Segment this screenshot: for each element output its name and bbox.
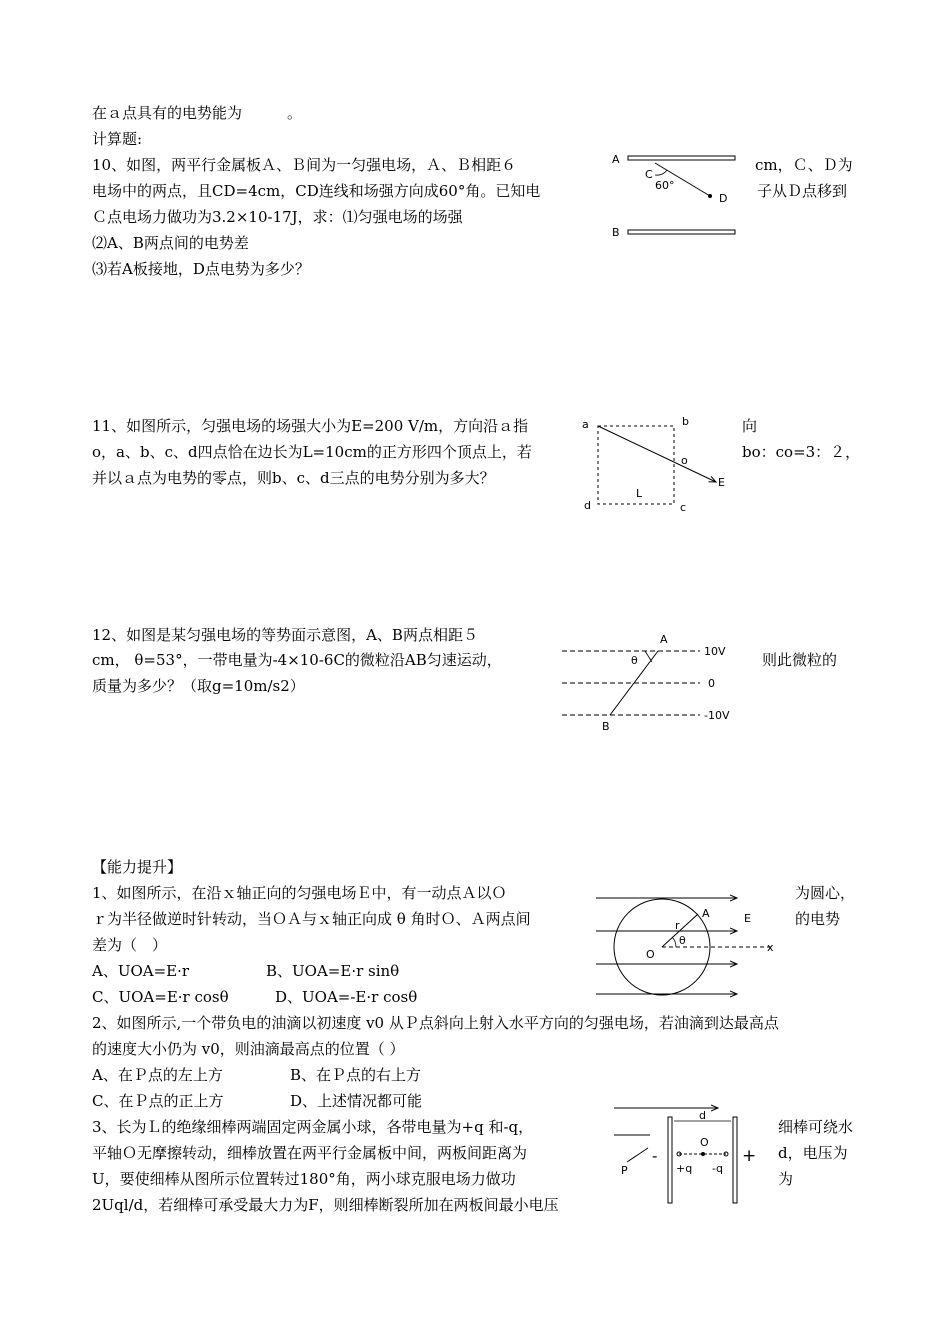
a1-line2: ｒ为半径做逆时针转动，当ＯＡ与ｘ轴正向成 θ 角时Ｏ、Ａ两点间 <box>92 910 531 928</box>
a2-option-d: D、上述情况都可能 <box>290 1092 423 1110</box>
label-o: o <box>681 454 688 467</box>
a3-line2: 平轴Ｏ无摩擦转动，细棒放置在两平行金属板中间，两板间距离为 <box>92 1144 528 1162</box>
q11-line3: 并以ａ点为电势的零点，则b、c、d三点的电势分别为多大？ <box>92 469 495 487</box>
pivot-o <box>701 1152 705 1156</box>
q12-line2-right: 则此微粒的 <box>762 651 838 669</box>
q10-line2-right: 子从Ｄ点移到 <box>757 182 848 200</box>
label-a: A <box>702 907 710 920</box>
q10-line4: ⑵A、B两点间的电势差 <box>92 234 249 252</box>
a1-line2-right: 的电势 <box>795 910 841 928</box>
label-a: A <box>612 153 620 166</box>
a3-line1: 3、长为Ｌ的绝缘细棒两端固定两金属小球，各带电量为+q 和-q， <box>92 1118 534 1136</box>
label-c: c <box>680 501 687 514</box>
label-theta: θ <box>679 934 686 947</box>
figure-q10 <box>612 153 735 239</box>
a1-line3: 差为（ ） <box>92 936 168 954</box>
label-r: r <box>675 919 680 932</box>
q11-line2: o，a、b、c、d四点恰在边长为L=10cm的正方形四个顶点上，若 <box>92 443 532 461</box>
label-minus-sign: - <box>652 1147 658 1165</box>
intro-line: 在ａ点具有的电势能为 。 <box>92 104 303 122</box>
a3-line4: 2Uql/d，若细棒可承受最大力为F，则细棒断裂所加在两板间最小电压 <box>92 1196 559 1214</box>
label-l: L <box>636 487 643 500</box>
theta-mark <box>645 651 652 662</box>
figure-q11 <box>582 415 725 514</box>
a3-line1-right: 细棒可绕水 <box>778 1118 854 1136</box>
label-c: C <box>645 168 653 181</box>
theta-arc <box>672 937 676 947</box>
pointer-slant <box>627 1148 648 1162</box>
a1-line1-right: 为圆心， <box>795 884 856 902</box>
figure-q12 <box>562 633 730 733</box>
figure-a3 <box>614 1108 756 1203</box>
ability-heading: 【能力提升】 <box>92 858 183 876</box>
q10-line1: 10、如图，两平行金属板Ａ、Ｂ间为一匀强电场，Ａ、Ｂ相距６ <box>92 156 517 174</box>
label-b: b <box>682 415 689 428</box>
a2-line1: 2、如图所示,一个带负电的油滴以初速度 v0 从Ｐ点斜向上射入水平方向的匀强电场，若油滴到达最高点 <box>92 1014 779 1032</box>
plate-a <box>628 156 735 160</box>
label-a: A <box>660 633 668 646</box>
figure-a1 <box>596 898 774 995</box>
q12-line1: 12、如图是某匀强电场的等势面示意图，A、B两点相距５ <box>92 626 478 644</box>
field-arrow <box>598 426 716 482</box>
label-e: E <box>718 476 725 489</box>
label-a: a <box>582 418 589 431</box>
label-angle: 60° <box>655 179 675 192</box>
q10-line2: 电场中的两点，且CD=4cm，CD连线和场强方向成60°角。已知电 <box>92 182 541 200</box>
point-d <box>708 194 712 198</box>
label-10v: 10V <box>704 645 726 658</box>
label-p: P <box>621 1164 628 1177</box>
plate-b <box>628 230 735 234</box>
a2-option-b: B、在Ｐ点的右上方 <box>290 1066 422 1084</box>
label-o: O <box>646 948 655 961</box>
a3-line2-right: d，电压为 <box>778 1144 848 1162</box>
q11-line1: 11、如图所示，匀强电场的场强大小为E=200 V/m，方向沿ａ指 <box>92 417 529 435</box>
a1-option-b: B、UOA=E·r sinθ <box>266 962 400 980</box>
a1-line1: 1、如图所示，在沿ｘ轴正向的匀强电场Ｅ中，有一动点Ａ以Ｏ <box>92 884 507 902</box>
label-e: E <box>744 912 751 925</box>
q12-line2: cm， θ=53°，一带电量为-4×10-6C的微粒沿AB匀速运动， <box>92 651 502 669</box>
q12-line3: 质量为多少？（取g=10m/s2） <box>92 677 305 695</box>
q10-line3: Ｃ点电场力做功为3.2×10-17J，求：⑴匀强电场的场强 <box>92 208 463 226</box>
label-theta: θ <box>631 654 638 667</box>
a3-line3-right: 为 <box>778 1170 794 1188</box>
label-x: x <box>767 941 774 954</box>
a1-option-a: A、UOA=E·r <box>92 962 190 980</box>
label-0v: 0 <box>708 677 715 690</box>
label-minus-q: -q <box>712 1162 723 1175</box>
q10-line5: ⑶若A板接地，D点电势为多少？ <box>92 260 310 278</box>
label-b: B <box>602 720 610 733</box>
a1-option-d: D、UOA=-E·r cosθ <box>275 988 418 1006</box>
a2-line2: 的速度大小仍为 v0，则油滴最高点的位置（ ） <box>92 1040 405 1058</box>
a1-option-c: C、UOA=E·r cosθ <box>92 988 229 1006</box>
label-plus-sign: + <box>742 1146 757 1166</box>
label-plus-q: +q <box>676 1162 693 1175</box>
label-d: d <box>584 499 591 512</box>
a2-option-a: A、在Ｐ点的左上方 <box>92 1066 223 1084</box>
q11-line2-right: bo：co=3：２， <box>742 443 861 461</box>
label-d: D <box>719 192 728 205</box>
right-plate <box>733 1117 737 1203</box>
a3-line3: U，要使细棒从图所示位置转过180°角，两小球克服电场力做功 <box>92 1170 516 1188</box>
label-o: O <box>700 1136 709 1149</box>
q11-line1-right: 向 <box>742 417 758 435</box>
label-b: B <box>612 226 620 239</box>
angle-arc <box>655 170 667 175</box>
label-minus10v: -10V <box>704 709 730 722</box>
calc-heading: 计算题: <box>92 130 143 148</box>
a2-option-c: C、在Ｐ点的正上方 <box>92 1092 224 1110</box>
q10-line1-right: cm，Ｃ、Ｄ为 <box>755 156 853 174</box>
label-d: d <box>699 1109 706 1122</box>
left-plate <box>668 1117 672 1203</box>
